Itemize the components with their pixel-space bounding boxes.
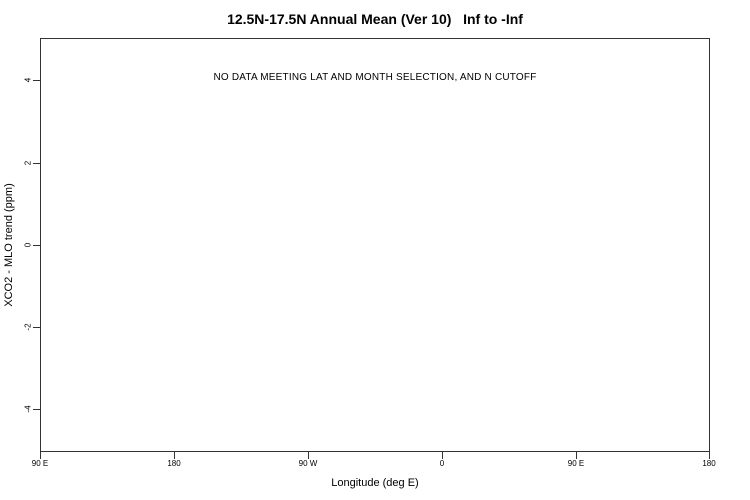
x-tick-label: 0 [439,459,445,468]
x-axis-title: Longitude (deg E) [331,477,419,489]
x-tick-label: 90 E [567,459,585,468]
y-tick-label: 2 [23,160,33,166]
y-tick-mark [33,245,40,246]
x-tick-label: 180 [702,459,716,468]
plot-area [40,38,710,452]
y-tick-mark [33,163,40,164]
no-data-message: NO DATA MEETING LAT AND MONTH SELECTION, AND N CUTOFF [213,72,537,83]
x-tick-label: 90 W [298,459,318,468]
y-tick-label: -4 [23,405,33,413]
chart-title: 12.5N-17.5N Annual Mean (Ver 10) Inf to -Inf [227,11,523,27]
x-tick-mark [40,452,41,459]
x-tick-mark [709,452,710,459]
x-tick-mark [174,452,175,459]
y-tick-mark [33,327,40,328]
y-tick-mark [33,409,40,410]
y-tick-label: -2 [23,323,33,331]
x-tick-mark [576,452,577,459]
y-axis-title: XCO2 - MLO trend (ppm) [3,183,15,307]
y-tick-label: 4 [23,77,33,83]
x-tick-label: 90 E [31,459,49,468]
x-tick-mark [308,452,309,459]
x-tick-label: 180 [167,459,181,468]
x-tick-mark [442,452,443,459]
y-tick-label: 0 [23,242,33,248]
y-tick-mark [33,80,40,81]
